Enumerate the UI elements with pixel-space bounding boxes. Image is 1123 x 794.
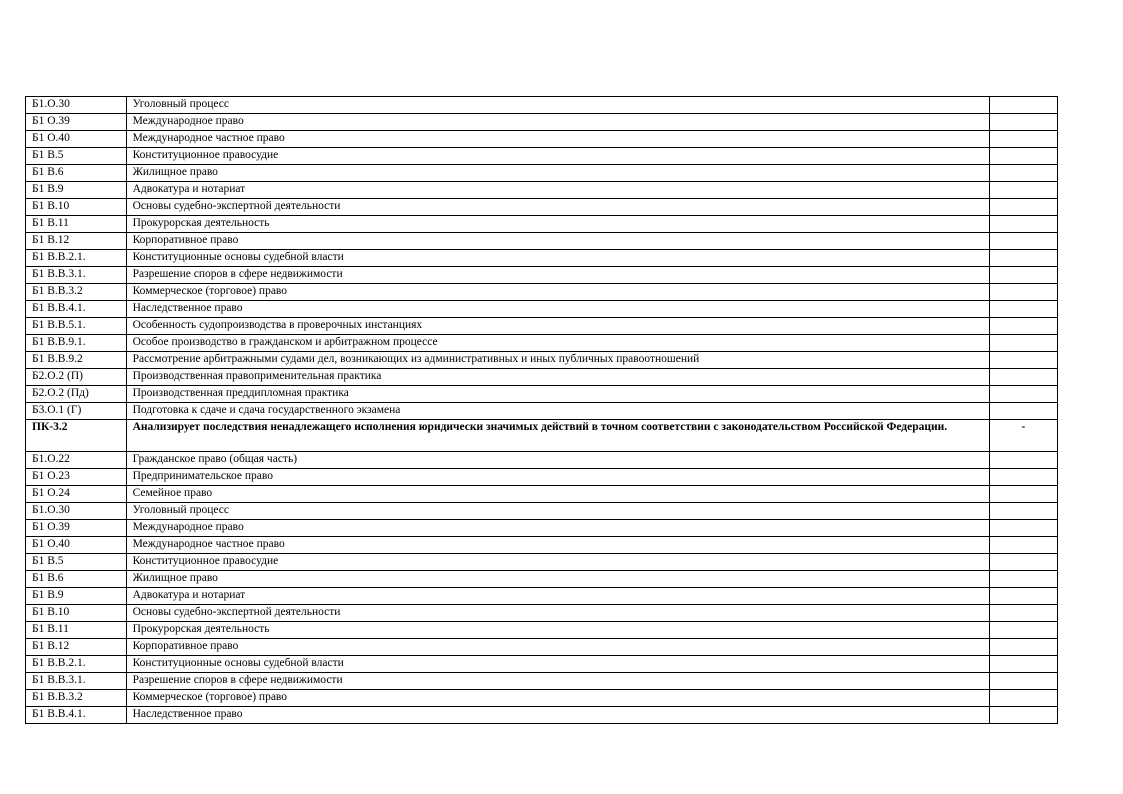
table-row: [26, 690, 1058, 707]
discipline-code: Б1 О.39: [26, 520, 127, 537]
curriculum-table: [25, 96, 1058, 724]
mark-cell: [989, 199, 1057, 216]
competency-row: [26, 420, 1058, 452]
discipline-name: Конституционные основы судебной власти: [126, 250, 989, 267]
table-row: [26, 503, 1058, 520]
mark-cell: [989, 588, 1057, 605]
mark-cell: [989, 114, 1057, 131]
discipline-name: Корпоративное право: [126, 639, 989, 656]
mark-cell: [989, 571, 1057, 588]
discipline-name: Жилищное право: [126, 571, 989, 588]
table-row: [26, 114, 1058, 131]
table-row: [26, 131, 1058, 148]
discipline-code: Б1 В.6: [26, 571, 127, 588]
table-row: [26, 571, 1058, 588]
mark-cell: [989, 403, 1057, 420]
table-row: [26, 656, 1058, 673]
discipline-name: Корпоративное право: [126, 233, 989, 250]
discipline-code: Б1 В.9: [26, 588, 127, 605]
discipline-name: Разрешение споров в сфере недвижимости: [126, 673, 989, 690]
discipline-code: Б1.О.30: [26, 97, 127, 114]
discipline-name: Конституционное правосудие: [126, 148, 989, 165]
table-row: [26, 622, 1058, 639]
discipline-code: Б1 В.11: [26, 216, 127, 233]
discipline-name: Разрешение споров в сфере недвижимости: [126, 267, 989, 284]
mark-cell: [989, 554, 1057, 571]
discipline-code: Б1 В.11: [26, 622, 127, 639]
discipline-code: Б1 О.24: [26, 486, 127, 503]
discipline-name: Коммерческое (торговое) право: [126, 284, 989, 301]
discipline-code: Б1 В.В.9.2: [26, 352, 127, 369]
mark-cell: [989, 284, 1057, 301]
mark-cell: [989, 537, 1057, 554]
discipline-name: Подготовка к сдаче и сдача государственного экзамена: [126, 403, 989, 420]
discipline-code: Б1 В.В.3.1.: [26, 267, 127, 284]
mark-cell: [989, 690, 1057, 707]
discipline-name: Прокурорская деятельность: [126, 216, 989, 233]
mark-cell: [989, 250, 1057, 267]
discipline-code: Б1 В.5: [26, 148, 127, 165]
mark-cell: [989, 165, 1057, 182]
table-row: [26, 216, 1058, 233]
discipline-name: Конституционное правосудие: [126, 554, 989, 571]
discipline-code: Б1.О.22: [26, 452, 127, 469]
discipline-name: Уголовный процесс: [126, 503, 989, 520]
discipline-code: Б1 В.В.5.1.: [26, 318, 127, 335]
discipline-name: Прокурорская деятельность: [126, 622, 989, 639]
table-row: [26, 452, 1058, 469]
discipline-name: Наследственное право: [126, 707, 989, 724]
mark-cell: [989, 233, 1057, 250]
table-row: [26, 335, 1058, 352]
table-row: [26, 318, 1058, 335]
discipline-code: Б1 В.В.3.1.: [26, 673, 127, 690]
discipline-code: Б1 В.10: [26, 199, 127, 216]
discipline-name: Конституционные основы судебной власти: [126, 656, 989, 673]
discipline-code: Б1 В.5: [26, 554, 127, 571]
discipline-name: Международное право: [126, 520, 989, 537]
mark-cell: [989, 301, 1057, 318]
mark-cell: [989, 673, 1057, 690]
discipline-code: Б1 В.6: [26, 165, 127, 182]
discipline-code: Б1 В.12: [26, 639, 127, 656]
curriculum-table-body: [26, 97, 1058, 724]
table-row: [26, 588, 1058, 605]
discipline-name: Основы судебно-экспертной деятельности: [126, 605, 989, 622]
competency-code: ПК-3.2: [26, 420, 127, 452]
table-row: [26, 352, 1058, 369]
mark-cell: [989, 97, 1057, 114]
table-row: [26, 284, 1058, 301]
table-row: [26, 199, 1058, 216]
table-row: [26, 148, 1058, 165]
table-row: [26, 165, 1058, 182]
mark-cell: [989, 182, 1057, 199]
discipline-name: Гражданское право (общая часть): [126, 452, 989, 469]
competency-mark: -: [989, 420, 1057, 452]
discipline-code: Б1 В.В.2.1.: [26, 656, 127, 673]
discipline-code: Б1 В.12: [26, 233, 127, 250]
discipline-name: Адвокатура и нотариат: [126, 588, 989, 605]
table-row: [26, 182, 1058, 199]
mark-cell: [989, 352, 1057, 369]
discipline-code: Б1 О.40: [26, 131, 127, 148]
table-row: [26, 537, 1058, 554]
discipline-name: Уголовный процесс: [126, 97, 989, 114]
discipline-code: Б1 В.10: [26, 605, 127, 622]
discipline-code: Б1 В.В.4.1.: [26, 301, 127, 318]
discipline-code: Б2.О.2 (П): [26, 369, 127, 386]
table-row: [26, 639, 1058, 656]
discipline-name: Коммерческое (торговое) право: [126, 690, 989, 707]
mark-cell: [989, 469, 1057, 486]
discipline-name: Адвокатура и нотариат: [126, 182, 989, 199]
discipline-code: Б1 В.В.2.1.: [26, 250, 127, 267]
mark-cell: [989, 605, 1057, 622]
discipline-name: Международное право: [126, 114, 989, 131]
table-row: [26, 403, 1058, 420]
table-row: [26, 386, 1058, 403]
discipline-code: Б1 В.9: [26, 182, 127, 199]
mark-cell: [989, 452, 1057, 469]
table-row: [26, 486, 1058, 503]
discipline-name: Жилищное право: [126, 165, 989, 182]
discipline-name: Основы судебно-экспертной деятельности: [126, 199, 989, 216]
discipline-name: Рассмотрение арбитражными судами дел, возникающих из административных и иных публичных правоотношений: [126, 352, 989, 369]
discipline-name: Предпринимательское право: [126, 469, 989, 486]
mark-cell: [989, 267, 1057, 284]
discipline-name: Международное частное право: [126, 537, 989, 554]
table-row: [26, 301, 1058, 318]
discipline-name: Семейное право: [126, 486, 989, 503]
table-row: [26, 250, 1058, 267]
discipline-name: Особое производство в гражданском и арбитражном процессе: [126, 335, 989, 352]
discipline-code: Б1 О.40: [26, 537, 127, 554]
table-row: [26, 469, 1058, 486]
table-row: [26, 605, 1058, 622]
discipline-name: Международное частное право: [126, 131, 989, 148]
mark-cell: [989, 131, 1057, 148]
mark-cell: [989, 622, 1057, 639]
table-row: [26, 97, 1058, 114]
discipline-code: Б1 О.39: [26, 114, 127, 131]
discipline-name: Производственная правоприменительная практика: [126, 369, 989, 386]
mark-cell: [989, 656, 1057, 673]
discipline-code: Б1 О.23: [26, 469, 127, 486]
mark-cell: [989, 486, 1057, 503]
mark-cell: [989, 707, 1057, 724]
discipline-code: Б2.О.2 (Пд): [26, 386, 127, 403]
mark-cell: [989, 369, 1057, 386]
mark-cell: [989, 386, 1057, 403]
competency-description: Анализирует последствия ненадлежащего исполнения юридически значимых действий в точном соответствии с законодательством Российской Федерации.: [126, 420, 989, 452]
discipline-code: Б1 В.В.4.1.: [26, 707, 127, 724]
discipline-name: Наследственное право: [126, 301, 989, 318]
mark-cell: [989, 639, 1057, 656]
mark-cell: [989, 216, 1057, 233]
mark-cell: [989, 148, 1057, 165]
discipline-name: Особенность судопроизводства в проверочных инстанциях: [126, 318, 989, 335]
mark-cell: [989, 318, 1057, 335]
table-row: [26, 554, 1058, 571]
table-row: [26, 369, 1058, 386]
table-row: [26, 233, 1058, 250]
table-row: [26, 520, 1058, 537]
mark-cell: [989, 503, 1057, 520]
discipline-code: Б1.О.30: [26, 503, 127, 520]
mark-cell: [989, 520, 1057, 537]
table-row: [26, 673, 1058, 690]
mark-cell: [989, 335, 1057, 352]
discipline-name: Производственная преддипломная практика: [126, 386, 989, 403]
table-row: [26, 707, 1058, 724]
table-row: [26, 267, 1058, 284]
discipline-code: Б3.О.1 (Г): [26, 403, 127, 420]
discipline-code: Б1 В.В.3.2: [26, 690, 127, 707]
discipline-code: Б1 В.В.9.1.: [26, 335, 127, 352]
discipline-code: Б1 В.В.3.2: [26, 284, 127, 301]
